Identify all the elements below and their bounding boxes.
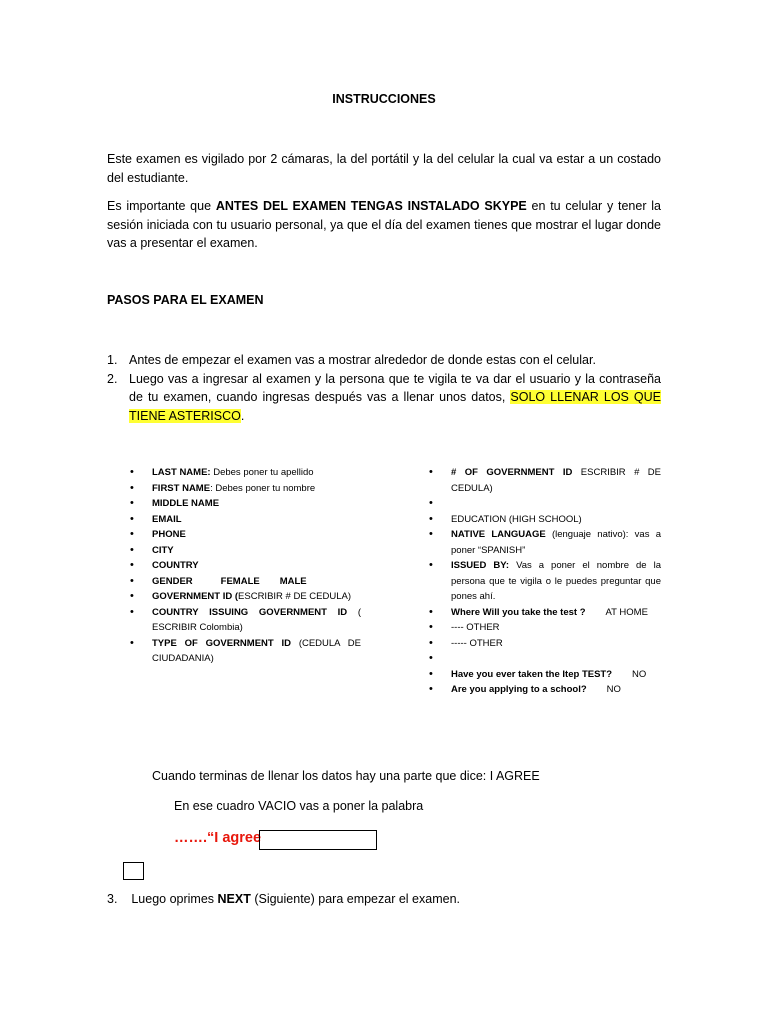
page-title: INSTRUCCIONES	[332, 92, 436, 106]
field-email	[130, 512, 361, 528]
field-country	[130, 558, 361, 574]
asterisk-highlight: SOLO LLENAR LOS QUE TIENE ASTERISCO	[129, 390, 662, 423]
intro-paragraph-skype	[107, 197, 661, 253]
step-number: 1.	[107, 353, 118, 367]
field-type-government-id	[130, 636, 361, 667]
small-empty-box	[123, 862, 144, 880]
field-note: ---- OTHER	[451, 622, 500, 633]
i-agree-example: …….“I agree	[174, 830, 262, 846]
skype-text-bold: ANTES DEL EXAMEN TENGAS INSTALADO SKYPE	[215, 199, 527, 213]
step-item-1	[107, 351, 661, 370]
field-label: MIDDLE NAME	[152, 498, 220, 509]
field-label: Have you ever taken the Itep TEST?	[451, 668, 613, 680]
field-note: Vas a poner el nombre de la persona que te vigila o le puedes preguntar que pones ahí.	[451, 560, 661, 602]
field-value: NO	[606, 684, 621, 695]
skype-text-post: en tu celular y tener la sesión iniciada con tu usuario personal, ya que el día del examen tienes que mostrar el lugar donde vas a presentar el examen.	[107, 199, 661, 250]
fields-list-left	[130, 465, 361, 667]
step-text: Luego vas a ingresar al examen y la persona que te vigila te va dar el usuario y la contraseña de tu examen, cuando ingresas después vas a llenar unos datos,	[129, 371, 661, 404]
gender-female: FEMALE	[220, 575, 260, 587]
field-label: ISSUED BY:	[451, 560, 510, 571]
step-text-post: (Siguiente) para empezar el examen.	[250, 892, 460, 906]
field-city	[130, 543, 361, 559]
field-label: GOVERNMENT ID (	[152, 591, 239, 602]
field-note: ESCRIBIR # DE CEDULA)	[238, 591, 352, 602]
step-item-2	[107, 370, 661, 426]
field-last-name	[130, 465, 361, 481]
agree-instruction: Cuando terminas de llenar los datos hay una parte que dice: I AGREE	[152, 769, 540, 783]
field-label: # OF GOVERNMENT ID	[451, 467, 573, 478]
field-value: AT HOME	[605, 606, 648, 618]
field-label: COUNTRY ISSUING GOVERNMENT ID	[152, 606, 348, 618]
field-label: FIRST NAME	[152, 482, 211, 494]
field-label: LAST NAME:	[152, 467, 211, 478]
field-label: GENDER	[152, 575, 193, 587]
steps-heading: PASOS PARA EL EXAMEN	[107, 293, 264, 307]
field-phone	[130, 527, 361, 543]
field-label: CITY	[152, 544, 174, 556]
field-government-id	[130, 589, 361, 605]
intro-paragraph-cameras: Este examen es vigilado por 2 cámaras, la del portátil y la del celular la cual va estar a un costado del estudiante.	[107, 152, 661, 185]
fields-list-right	[429, 465, 661, 698]
field-note: : Debes poner tu nombre	[210, 482, 316, 494]
next-bold: NEXT	[217, 892, 251, 906]
agree-text-box	[259, 830, 377, 850]
field-note: Debes poner tu apellido	[210, 467, 314, 478]
field-label: COUNTRY	[152, 560, 199, 571]
step-text: Antes de empezar el examen vas a mostrar alrededor de donde estas con el celular.	[129, 353, 596, 367]
field-other-2	[429, 636, 661, 652]
step-number: 3.	[107, 892, 118, 906]
field-empty	[429, 496, 661, 512]
steps-list	[107, 351, 661, 425]
field-where-test	[429, 605, 661, 621]
field-first-name	[130, 481, 361, 497]
field-note: ----- OTHER	[451, 637, 503, 649]
step-number: 2.	[107, 371, 118, 386]
field-label: TYPE OF GOVERNMENT ID	[152, 637, 292, 649]
field-label: EMAIL	[152, 513, 182, 525]
field-itep-taken	[429, 667, 661, 683]
field-education	[429, 512, 661, 528]
field-native-language	[429, 527, 661, 558]
field-applying-school	[429, 682, 661, 698]
field-issued-by	[429, 558, 661, 605]
step-item-3	[107, 890, 661, 909]
field-note: ESCRIBIR # DE CEDULA)	[451, 467, 661, 494]
field-country-issuing	[130, 605, 361, 636]
field-note: (CEDULA DE CIUDADANIA)	[152, 637, 362, 664]
gender-male: MALE	[279, 575, 307, 587]
field-note: ( ESCRIBIR Colombia)	[152, 606, 362, 633]
field-label: Where Will you take the test ?	[451, 606, 586, 618]
step-text-pre: Luego oprimes	[131, 892, 218, 906]
field-label: Are you applying to a school?	[451, 684, 587, 695]
field-middle-name	[130, 496, 361, 512]
step-text-end: .	[240, 408, 245, 423]
field-label: NATIVE LANGUAGE	[451, 529, 546, 540]
field-label: PHONE	[152, 529, 186, 540]
field-other-1	[429, 620, 661, 636]
skype-text-pre: Es importante que	[107, 199, 216, 213]
field-note: EDUCATION (HIGH SCHOOL)	[451, 513, 582, 525]
field-value: NO	[632, 668, 647, 680]
field-num-government-id	[429, 465, 661, 496]
field-note: (lenguaje nativo): vas a poner “SPANISH”	[451, 529, 661, 556]
field-gender	[130, 574, 361, 590]
field-empty	[429, 651, 661, 667]
empty-box-instruction: En ese cuadro VACIO vas a poner la palabra	[174, 799, 424, 813]
